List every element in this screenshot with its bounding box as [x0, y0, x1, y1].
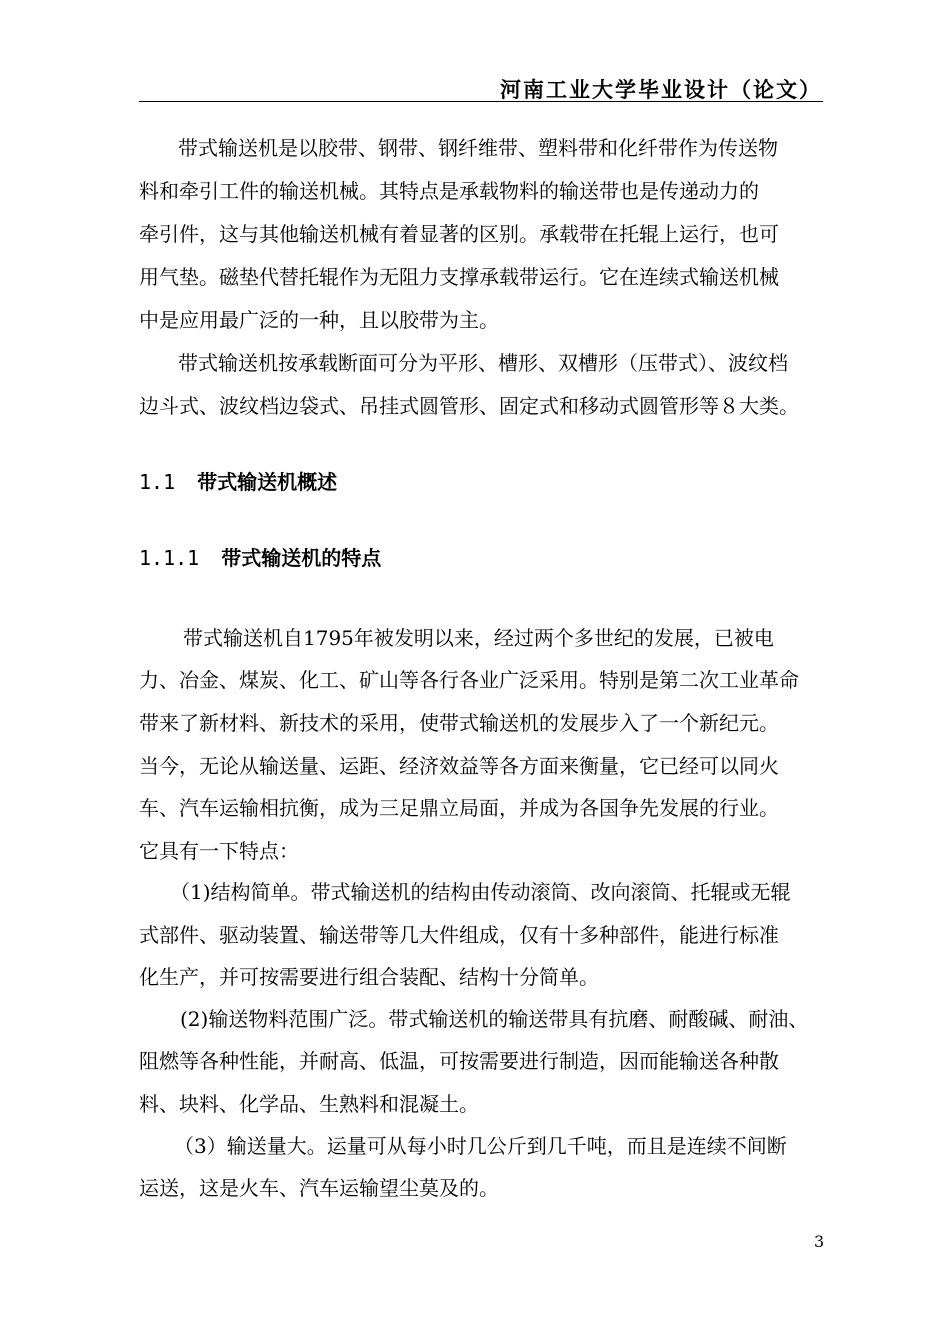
header-rule: [139, 101, 823, 102]
paragraph-line: 牵引件，这与其他输送机械有着显著的区别。承载带在托辊上运行，也可: [139, 222, 779, 246]
paragraph-line: 带式输送机是以胶带、钢带、钢纤维带、塑料带和化纤带作为传送物: [178, 136, 778, 160]
paragraph-line: 带来了新材料、新技术的采用，使带式输送机的发展步入了一个新纪元。: [139, 711, 779, 735]
page-number: 3: [814, 1232, 825, 1251]
list-item-line: （1)结构简单。带式输送机的结构由传动滚筒、改向滚筒、托辊或无辊: [170, 880, 791, 904]
list-item-line: 阻燃等各种性能，并耐高、低温，可按需要进行制造，因而能输送各种散: [139, 1049, 779, 1073]
list-item-line: 式部件、驱动装置、输送带等几大件组成，仅有十多种部件，能进行标准: [139, 923, 779, 947]
section-heading: [139, 466, 337, 495]
subsection-heading: [139, 542, 381, 571]
header-title: 河南工业大学毕业设计（论文）: [500, 77, 822, 102]
paragraph-line: 用气垫。磁垫代替托辊作为无阻力支撑承载带运行。它在连续式输送机械: [139, 265, 779, 289]
list-item-line: (2)输送物料范围广泛。带式输送机的输送带具有抗磨、耐酸碱、耐油、: [180, 1007, 809, 1031]
paragraph-line: 当今，无论从输送量、运距、经济效益等各方面来衡量，它已经可以同火: [139, 754, 779, 778]
list-item-line: 化生产，并可按需要进行组合装配、结构十分简单。: [139, 965, 599, 989]
paragraph-line: 力、冶金、煤炭、化工、矿山等各行各业广泛采用。特别是第二次工业革命: [139, 668, 799, 692]
section-title: 带式输送机概述: [197, 470, 338, 494]
paragraph-line: 中是应用最广泛的一种，且以胶带为主。: [139, 308, 499, 332]
paragraph-line: 带式输送机按承载断面可分为平形、槽形、双槽形（压带式）、波纹档: [178, 351, 788, 375]
section-number: 1.1: [139, 470, 176, 494]
list-item-line: 料、块料、化学品、生熟料和混凝土。: [139, 1092, 479, 1116]
list-item-line: （3）输送量大。运量可从每小时几公斤到几千吨，而且是连续不间断: [174, 1134, 787, 1158]
list-item-line: 运送，这是火车、汽车运输望尘莫及的。: [139, 1176, 499, 1200]
subsection-number: 1.1.1: [139, 546, 200, 570]
subsection-title: 带式输送机的特点: [221, 546, 382, 570]
paragraph-line: 车、汽车运输相抗衡，成为三足鼎立局面，并成为各国争先发展的行业。: [139, 796, 779, 820]
paragraph-line: 料和牵引工件的输送机械。其特点是承载物料的输送带也是传递动力的: [139, 179, 759, 203]
paragraph-line: 边斗式、波纹档边袋式、吊挂式圆管形、固定式和移动式圆管形等８大类。: [139, 394, 799, 418]
paragraph-line: 它具有一下特点：: [139, 839, 299, 863]
paragraph-line: 带式输送机自1795年被发明以来，经过两个多世纪的发展，已被电: [183, 626, 774, 650]
